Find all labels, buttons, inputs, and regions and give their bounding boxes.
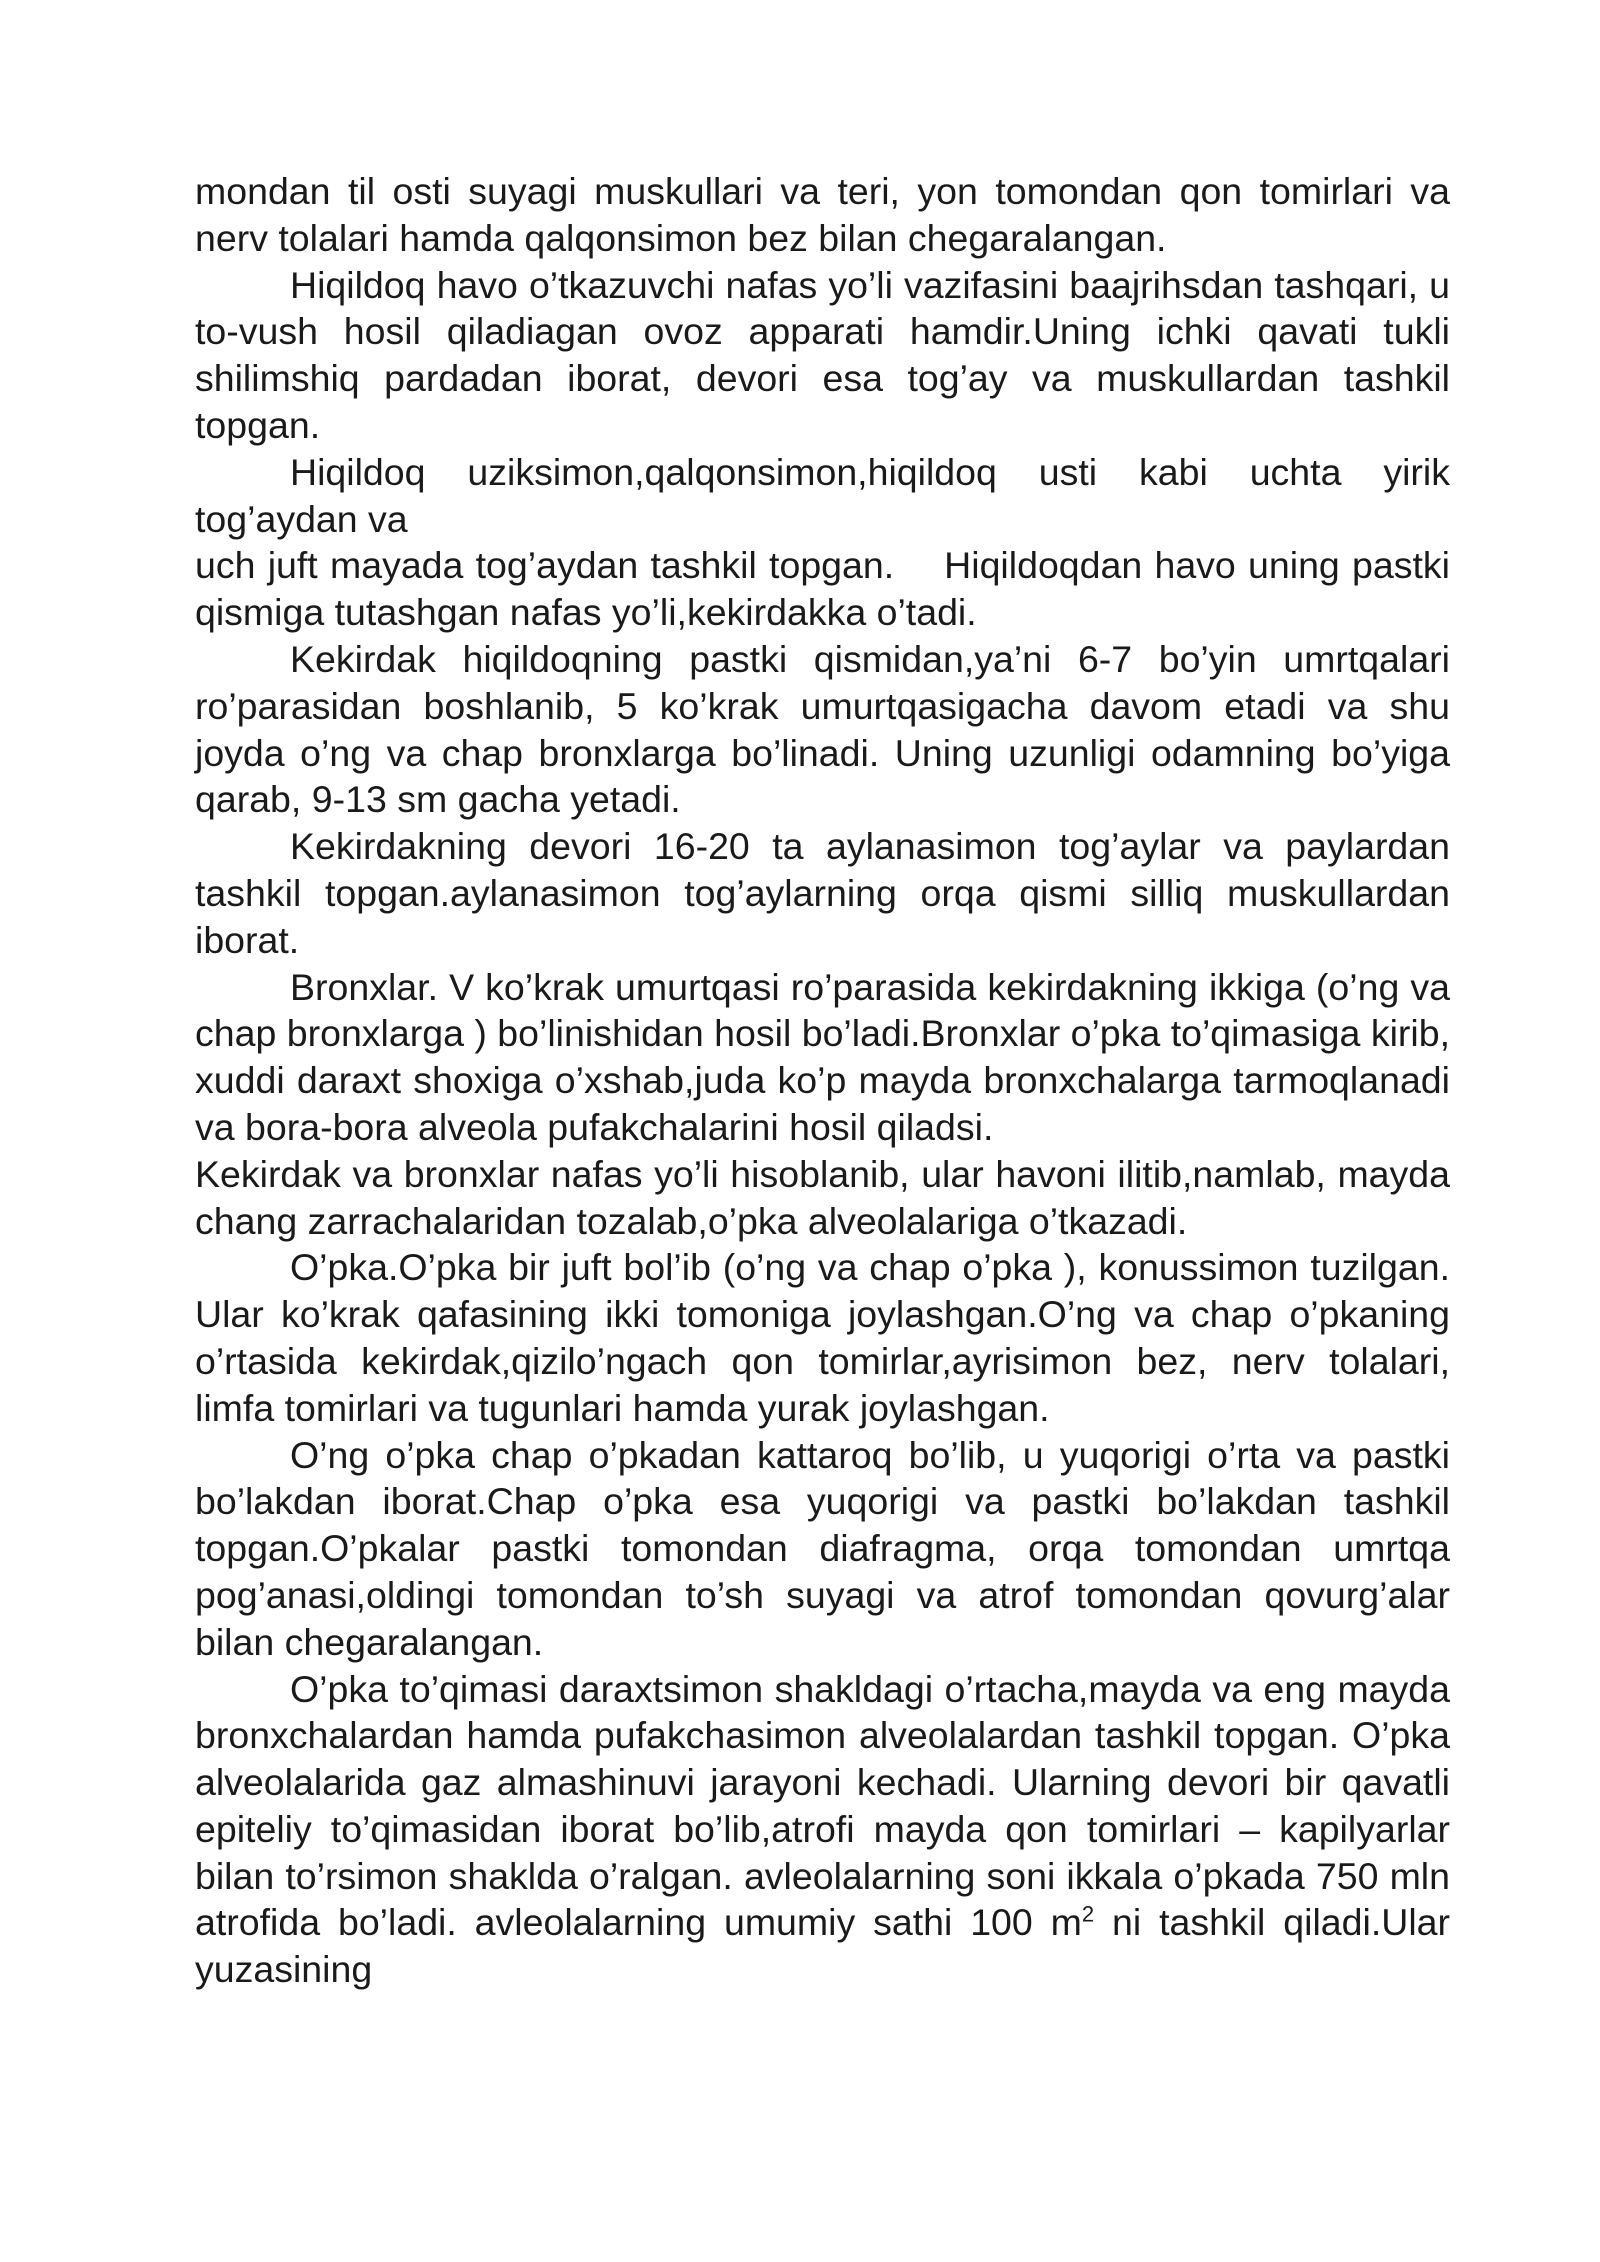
paragraph-11-part-a: O’pka to’qimasi daraxtsimon shakldagi o’rtacha,mayda va eng mayda bronxchalardan hamda pufakchasimon alveolalardan tashkil topgan. O’pka alveolalarida gaz almashinuvi jarayoni kechadi. Ularning devori bir qavatli epiteliy to’qimasidan iborat bo’lib,atrofi mayda qon tomirlari – kapilyarlar bilan to’rsimon shaklda o’ralgan. avleolalarning soni ikkala o’pkada 750 mln atrofida bo’ladi. avleolalarning umumiy sathi 100 m xyxy=(195,1667,1450,1944)
paragraph-7: Bronxlar. V ko’krak umurtqasi ro’parasida kekirdakning ikkiga (o’ng va chap bronxlarga ) bo’linishidan hosil bo’ladi.Bronxlar o’pka to’qimasiga kirib, xuddi daraxt shoxiga o’xshab,juda ko’p mayda bronxchalarga tarmoqlanadi va bora-bora alveola pufakchalarini hosil qiladsi. xyxy=(195,965,1450,1148)
superscript-exponent: 2 xyxy=(1081,1901,1095,1927)
paragraph-2: Hiqildoq havo o’tkazuvchi nafas yo’li vazifasini baajrihsdan tashqari, u to-vush hosil qiladiagan ovoz apparati hamdir.Uning ichki qavati tukli shilimshiq pardadan iborat, devori esa tog’ay va muskullardan tashkil topgan. xyxy=(195,263,1450,446)
paragraph-11 xyxy=(195,1666,1450,1994)
paragraph-1: mondan til osti suyagi muskullari va teri, yon tomondan qon tomirlari va nerv tolalari hamda qalqonsimon bez bilan chegaralangan. xyxy=(195,170,1450,259)
paragraph-9: O’pka.O’pka bir juft bol’ib (o’ng va chap o’pka ), konussimon tuzilgan. Ular ko’krak qafasining ikki tomoniga joylashgan.O’ng va chap o’pkaning o’rtasida kekirdak,qizilo’ngach qon tomirlar,ayrisimon bez, nerv tolalari, limfa tomirlari va tugunlari hamda yurak joylashgan. xyxy=(195,1246,1450,1429)
paragraph-6: Kekirdakning devori 16-20 ta aylanasimon tog’aylar va paylardan tashkil topgan.aylanasimon tog’aylarning orqa qismi silliq muskullardan iborat. xyxy=(195,825,1450,961)
paragraph-5: Kekirdak hiqildoqning pastki qismidan,ya’ni 6-7 bo’yin umrtqalari ro’parasidan boshlanib, 5 ko’krak umurtqasigacha davom etadi va shu joyda o’ng va chap bronxlarga bo’linadi. Uning uzunligi odamning bo’yiga qarab, 9-13 sm gacha yetadi. xyxy=(195,637,1450,821)
paragraph-3: Hiqildoq uziksimon,qalqonsimon,hiqildoq usti kabi uchta yirik tog’aydan va xyxy=(195,450,1450,540)
paragraph-10: O’ng o’pka chap o’pkadan kattaroq bo’lib, u yuqorigi o’rta va pastki bo’lakdan iborat.Chap o’pka esa yuqorigi va pastki bo’lakdan tashkil topgan.O’pkalar pastki tomondan diafragma, orqa tomondan umrtqa pog’anasi,oldingi tomondan to’sh suyagi va atrof tomondan qovurg’alar bilan chegaralangan. xyxy=(195,1433,1450,1663)
paragraph-11-part-b: ni tashkil qiladi.Ular yuzasining xyxy=(195,1901,1450,1991)
paragraph-4 xyxy=(195,542,1450,636)
paragraph-8: Kekirdak va bronxlar nafas yo’li hisoblanib, ular havoni ilitib,namlab, mayda chang zarrachalaridan tozalab,o’pka alveolalariga o’tkazadi. xyxy=(195,1152,1450,1242)
paragraph-4-part-b: Hiqildoqdan havo uning pastki qismiga tutashgan nafas yo’li,kekirdakka o’tadi. xyxy=(195,544,1450,634)
paragraph-4-part-a: uch juft mayada tog’aydan tashkil topgan. xyxy=(195,544,895,587)
document-page xyxy=(195,168,1450,1993)
